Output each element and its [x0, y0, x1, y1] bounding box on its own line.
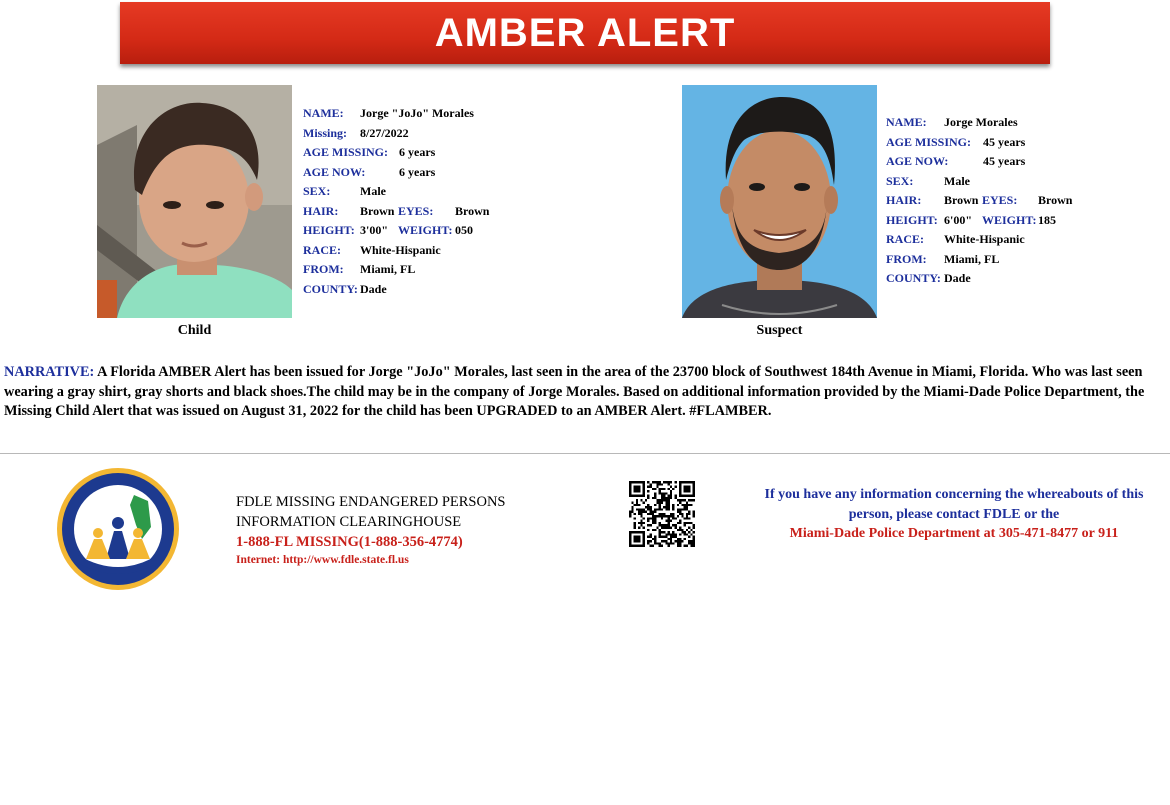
- suspect-age-now-value: 45 years: [983, 154, 1026, 168]
- child-sex-value: Male: [360, 184, 386, 198]
- org-name-line2: INFORMATION CLEARINGHOUSE: [236, 514, 462, 530]
- amber-alert-banner: AMBER ALERT: [120, 2, 1050, 64]
- contact-line2: person, please contact FDLE or the: [848, 506, 1060, 522]
- child-age-missing-label: AGE MISSING:: [303, 145, 389, 159]
- child-name-value: Jorge "JoJo" Morales: [360, 106, 474, 120]
- suspect-weight-label: WEIGHT:: [982, 212, 1037, 227]
- suspect-age-now-label: AGE NOW:: [886, 154, 949, 168]
- suspect-age-missing-label: AGE MISSING:: [886, 134, 972, 149]
- child-county-value: Dade: [360, 281, 387, 296]
- suspect-weight-value: 185: [1038, 212, 1056, 227]
- child-photo: [97, 85, 292, 318]
- suspect-eyes-label: EYES:: [982, 193, 1018, 207]
- child-from-label: FROM:: [303, 262, 344, 276]
- narrative-text: A Florida AMBER Alert has been issued for Jorge "JoJo" Morales, last seen in the area of the 23700 block of Southwest 184th Avenue in Miami, Florida. Who was last seen wearing a gray shirt, gray shorts and black shoes.The child may be in the company of Jorge Morales. Based on additional information provided by the Miami-Dade Police Department, the Missing Child Alert that was issued on August 31, 2022 for the child has been UPGRADED to an AMBER Alert. #FLAMBER.: [4, 364, 1145, 419]
- child-county-label: COUNTY:: [303, 281, 358, 296]
- suspect-photo: [682, 85, 877, 318]
- child-weight-label: WEIGHT:: [398, 223, 453, 237]
- suspect-county-value: Dade: [944, 271, 971, 285]
- suspect-race-value: White-Hispanic: [944, 232, 1025, 246]
- child-age-now-label: AGE NOW:: [303, 164, 366, 179]
- suspect-age-missing-value: 45 years: [983, 134, 1026, 149]
- child-eyes-value: Brown: [455, 203, 490, 218]
- child-hair-value: Brown: [360, 203, 395, 218]
- suspect-name-label: NAME:: [886, 115, 927, 129]
- suspect-caption: Suspect: [756, 323, 803, 338]
- child-name-label: NAME:: [303, 106, 344, 120]
- child-height-value: 3'00": [360, 223, 388, 237]
- org-name-line1: FDLE MISSING ENDANGERED PERSONS: [236, 494, 506, 510]
- contact-info: [740, 485, 1168, 544]
- suspect-from-label: FROM:: [886, 251, 927, 266]
- suspect-hair-value: Brown: [944, 193, 979, 207]
- qr-code[interactable]: [629, 481, 695, 547]
- suspect-sex-label: SEX:: [886, 173, 914, 188]
- narrative-label: NARRATIVE:: [4, 364, 95, 380]
- suspect-hair-label: HAIR:: [886, 193, 922, 207]
- hotline-phone: 1-888-FL MISSING(1-888-356-4774): [236, 534, 463, 550]
- child-weight-value: 050: [455, 223, 473, 237]
- child-missing-label: Missing:: [303, 125, 348, 140]
- contact-line3: Miami-Dade Police Department at 305-471-8477 or 911: [789, 526, 1119, 541]
- child-eyes-label: EYES:: [398, 203, 434, 218]
- child-race-value: White-Hispanic: [360, 242, 441, 257]
- child-missing-value: 8/27/2022: [360, 125, 409, 140]
- narrative: [4, 363, 1164, 422]
- child-age-missing-value: 6 years: [399, 145, 436, 159]
- child-height-label: HEIGHT:: [303, 223, 355, 237]
- suspect-county-label: COUNTY:: [886, 271, 941, 285]
- child-hair-label: HAIR:: [303, 203, 339, 218]
- suspect-height-label: HEIGHT:: [886, 212, 938, 227]
- suspect-from-value: Miami, FL: [944, 251, 1000, 266]
- suspect-height-value: 6'00": [944, 212, 972, 227]
- child-race-label: RACE:: [303, 242, 341, 257]
- section-divider: [0, 453, 1170, 454]
- child-age-now-value: 6 years: [399, 164, 436, 179]
- child-caption: Child: [177, 323, 212, 338]
- clearinghouse-info: [236, 492, 505, 568]
- suspect-eyes-value: Brown: [1038, 193, 1073, 207]
- suspect-race-label: RACE:: [886, 232, 924, 246]
- fdle-seal-logo: [56, 467, 180, 591]
- child-from-value: Miami, FL: [360, 262, 416, 276]
- website-link[interactable]: Internet: http://www.fdle.state.fl.us: [236, 554, 409, 566]
- contact-line1: If you have any information concerning the whereabouts of this: [764, 487, 1144, 502]
- suspect-name-value: Jorge Morales: [944, 115, 1018, 129]
- child-sex-label: SEX:: [303, 184, 331, 198]
- suspect-sex-value: Male: [944, 173, 970, 188]
